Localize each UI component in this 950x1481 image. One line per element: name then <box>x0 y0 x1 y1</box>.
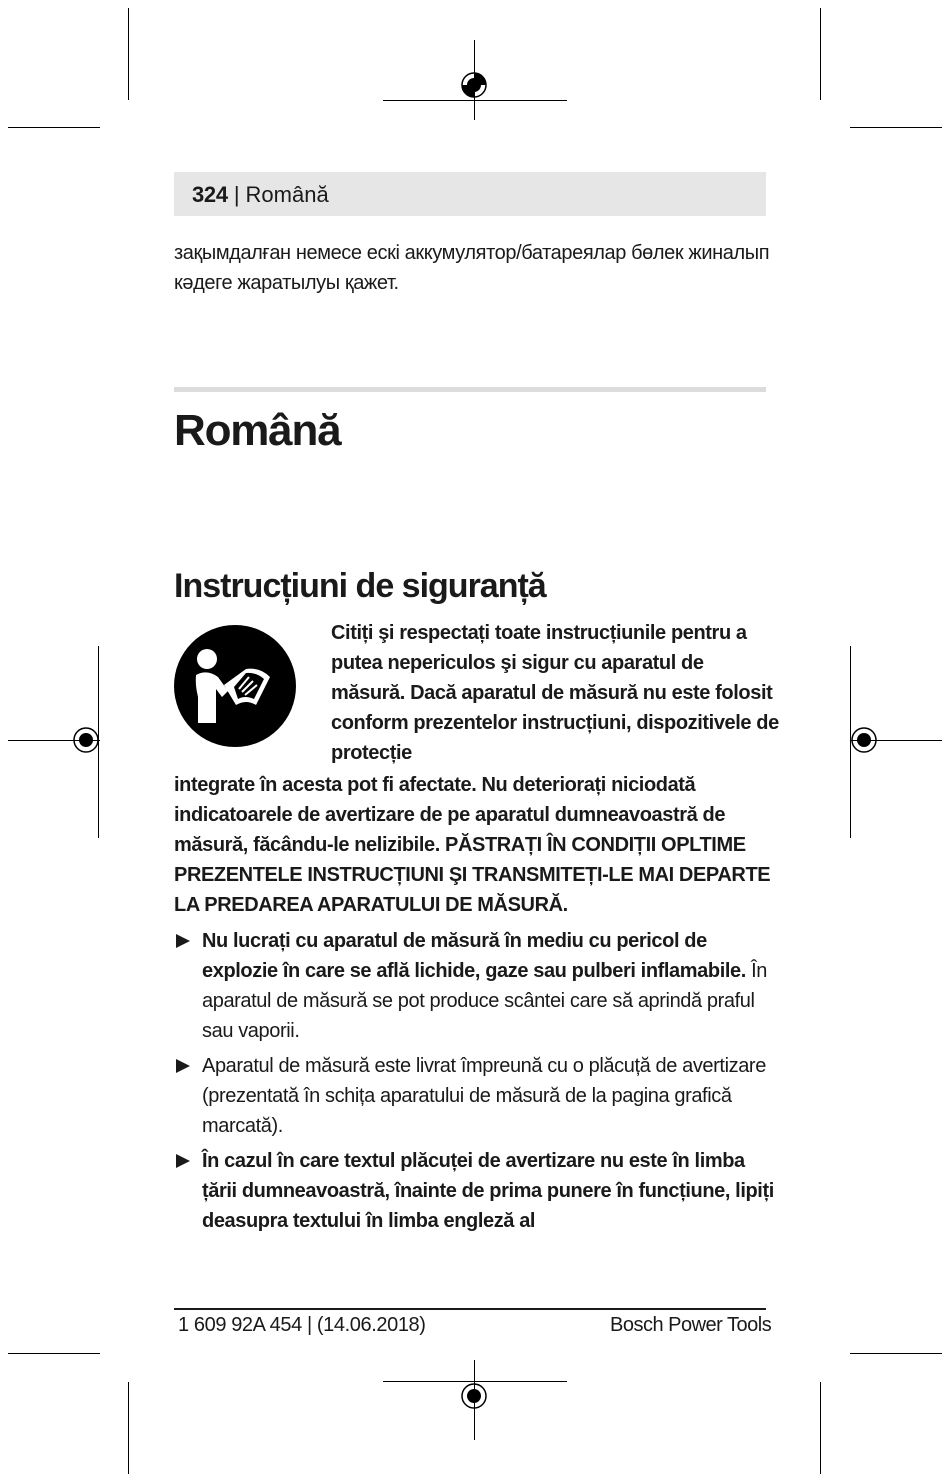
footer-brand: Bosch Power Tools <box>610 1314 772 1336</box>
registration-mark-icon <box>71 725 101 755</box>
crop-mark <box>850 1353 942 1354</box>
footer-doc-id: 1 609 92A 454 | (14.06.2018) <box>178 1314 426 1336</box>
crop-mark <box>128 1382 129 1474</box>
crop-mark <box>8 1353 100 1354</box>
bullet-text: Aparatul de măsură este livrat împreună cu o plăcuță de avertizare (prezentată în schița aparatului de măsură de la pagina grafică marcată). <box>202 1055 766 1137</box>
header-section: Română <box>245 182 329 207</box>
bullet-arrow-icon <box>176 1059 190 1073</box>
crop-mark <box>383 100 567 101</box>
bullet-bold-text: Nu lucrați cu aparatul de măsură în mediu cu pericol de explozie în care se află lichide, gaze sau pulberi inflamabile. <box>202 930 746 982</box>
crop-mark <box>8 127 100 128</box>
safety-heading: Instrucțiuni de siguranță <box>174 567 546 605</box>
bullet-arrow-icon <box>176 934 190 948</box>
safety-bullet-list <box>174 926 774 1241</box>
intro-paragraph-continued: integrate în acesta pot fi afectate. Nu deteriorați niciodată indicatoarele de avertizare de pe aparatul dumneavoastră de măsură, făcându-le nelizibile. PĂSTRAȚI ÎN CONDIȚII OPLTIME PREZENTELE INSTRUCȚIUNI ŞI TRANSMITEȚI-LE MAI DEPARTE LA PREDAREA APARATULUI DE MĂSURĂ. <box>174 774 771 916</box>
read-manual-icon <box>174 625 296 747</box>
page-number: 324 <box>192 182 228 207</box>
registration-mark-icon <box>459 70 489 100</box>
language-title: Română <box>174 406 341 455</box>
page-header <box>192 182 329 208</box>
header-separator: | <box>233 182 240 207</box>
list-item <box>174 1051 774 1141</box>
section-divider <box>174 387 766 392</box>
crop-mark <box>820 1382 821 1474</box>
bullet-text: În aparatul de măsură se pot produce scântei care să aprindă praful sau vaporii. <box>202 960 767 1042</box>
registration-mark-icon <box>459 1381 489 1411</box>
bullet-arrow-icon <box>176 1154 190 1168</box>
list-item <box>174 926 774 1046</box>
list-item <box>174 1146 774 1236</box>
previous-section-text: зақымдалған немесе ескі аккумулятор/батареялар бөлек жиналып кәдеге жаратылуы қажет. <box>174 242 770 294</box>
registration-mark-icon <box>849 725 879 755</box>
crop-mark <box>820 8 821 100</box>
intro-paragraph: Citiți şi respectați toate instrucțiunile pentru a putea nepericulos şi sigur cu aparatul de măsură. Dacă aparatul de măsură nu este folosit conform prezentelor instrucțiuni, dispozitivele de protecție <box>331 622 779 764</box>
bullet-bold-text: În cazul în care textul plăcuței de avertizare nu este în limba țării dumneavoastră, înainte de prima punere în funcțiune, lipiți deasupra textului în limba engleză al <box>202 1150 774 1232</box>
footer-rule <box>174 1308 766 1310</box>
crop-mark <box>128 8 129 100</box>
crop-mark <box>850 127 942 128</box>
